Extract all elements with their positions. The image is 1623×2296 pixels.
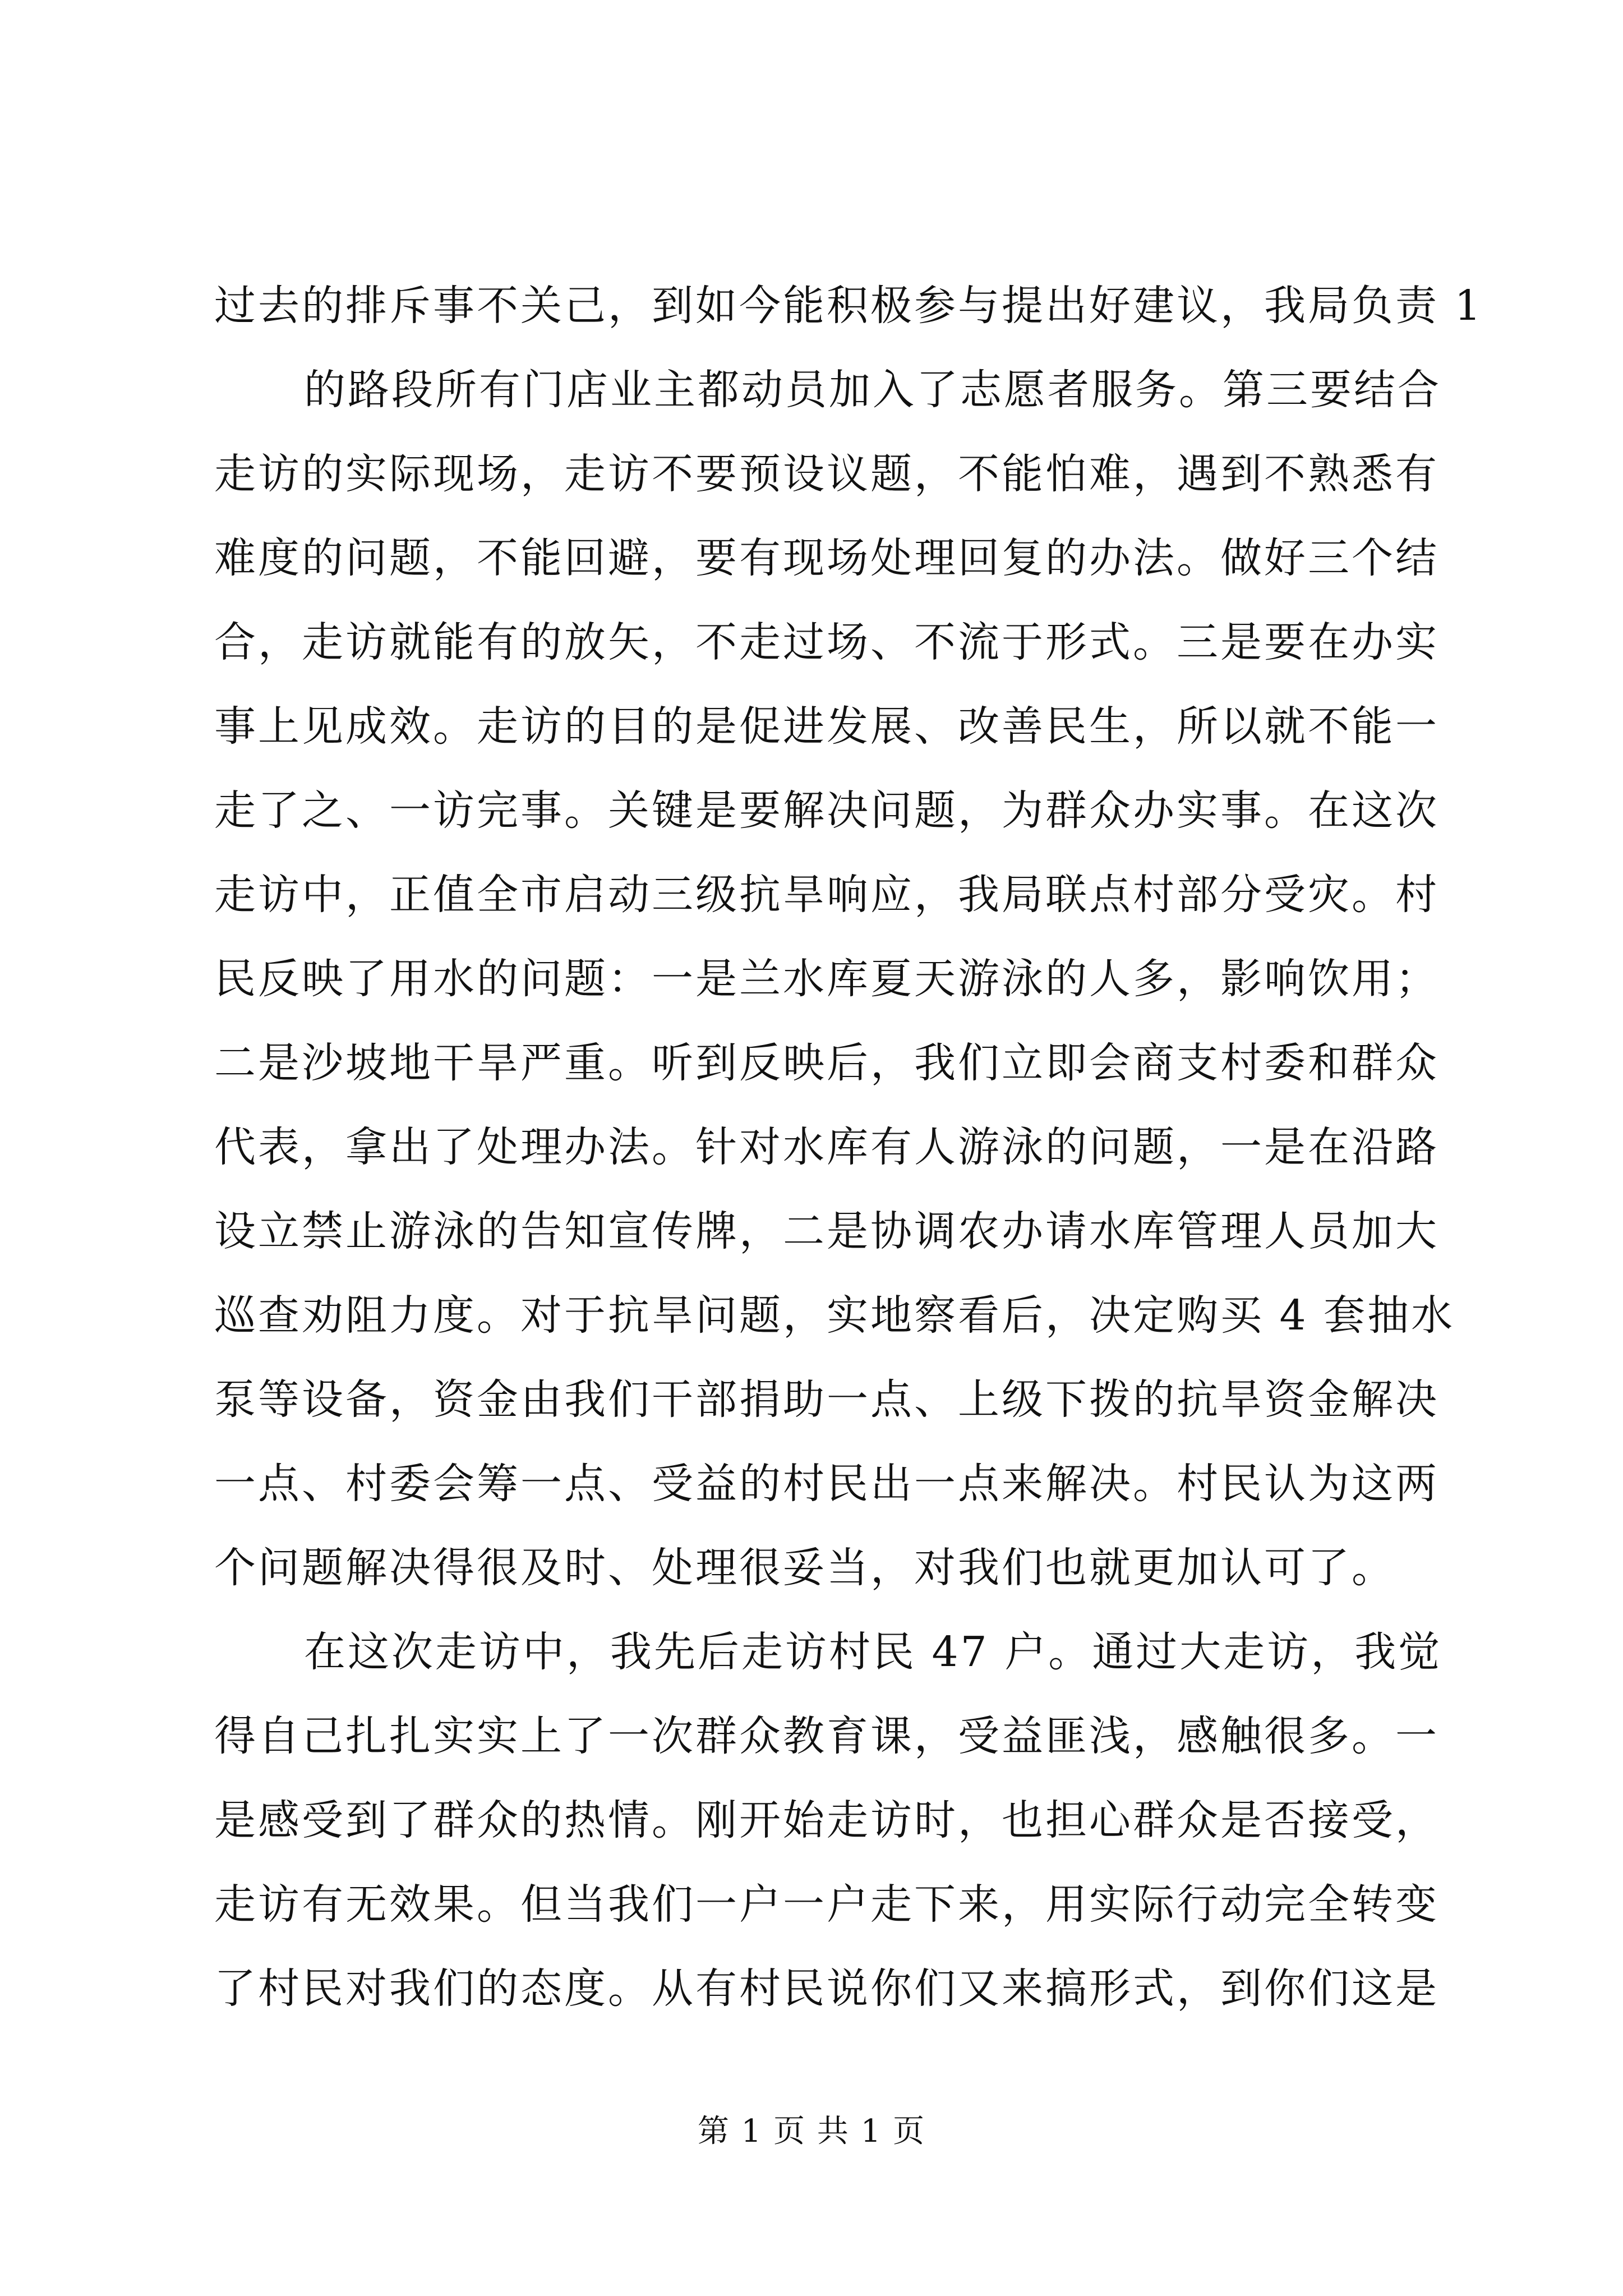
text-line: 得自己扎扎实实上了一次群众教育课，受益匪浅，感触很多。一 — [214, 1712, 1439, 1760]
text-line: 一点、村委会筹一点、受益的村民出一点来解决。村民认为这两 — [214, 1460, 1439, 1508]
text-line: 走访中，正值全市启动三级抗旱响应，我局联点村部分受灾。村 — [214, 871, 1439, 919]
text-line: 走访的实际现场，走访不要预设议题，不能怕难，遇到不熟悉有 — [214, 450, 1439, 498]
body-text — [214, 264, 1483, 2031]
text-line: 代表，拿出了处理办法。针对水库有人游泳的问题，一是在沿路 — [214, 1123, 1439, 1171]
text-line: 泵等设备，资金由我们干部捐助一点、上级下拨的抗旱资金解决 — [214, 1375, 1439, 1424]
page-footer: 第 1 页 共 1 页 — [697, 2113, 926, 2150]
text-line: 走访有无效果。但当我们一户一户走下来，用实际行动完全转变 — [214, 1880, 1439, 1929]
text-line: 设立禁止游泳的告知宣传牌，二是协调农办请水库管理人员加大 — [214, 1207, 1439, 1255]
text-line: 难度的问题，不能回避，要有现场处理回复的办法。做好三个结 — [214, 534, 1439, 582]
text-line: 合，走访就能有的放矢，不走过场、不流于形式。三是要在办实 — [214, 618, 1439, 666]
text-line: 走了之、一访完事。关键是要解决问题，为群众办实事。在这次 — [214, 786, 1439, 835]
text-line: 在这次走访中，我先后走访村民 47 户。通过大走访，我觉 — [304, 1628, 1442, 1676]
text-line: 过去的排斥事不关己，到如今能积极参与提出好建议，我局负责 1 — [214, 282, 1483, 330]
text-line: 二是沙坡地干旱严重。听到反映后，我们立即会商支村委和群众 — [214, 1039, 1439, 1087]
text-line: 了村民对我们的态度。从有村民说你们又来搞形式，到你们这是 — [214, 1964, 1439, 2013]
text-line: 民反映了用水的问题：一是兰水库夏天游泳的人多，影响饮用； — [214, 955, 1439, 1003]
text-line: 个问题解决得很及时、处理很妥当，对我们也就更加认可了。 — [214, 1544, 1395, 1592]
text-line: 事上见成效。走访的目的是促进发展、改善民生，所以就不能一 — [214, 702, 1439, 751]
text-line: 的路段所有门店业主都动员加入了志愿者服务。第三要结合 — [304, 366, 1441, 414]
text-line: 巡查劝阻力度。对于抗旱问题，实地察看后，决定购买 4 套抽水 — [214, 1291, 1455, 1340]
text-line: 是感受到了群众的热情。刚开始走访时，也担心群众是否接受， — [214, 1796, 1439, 1844]
